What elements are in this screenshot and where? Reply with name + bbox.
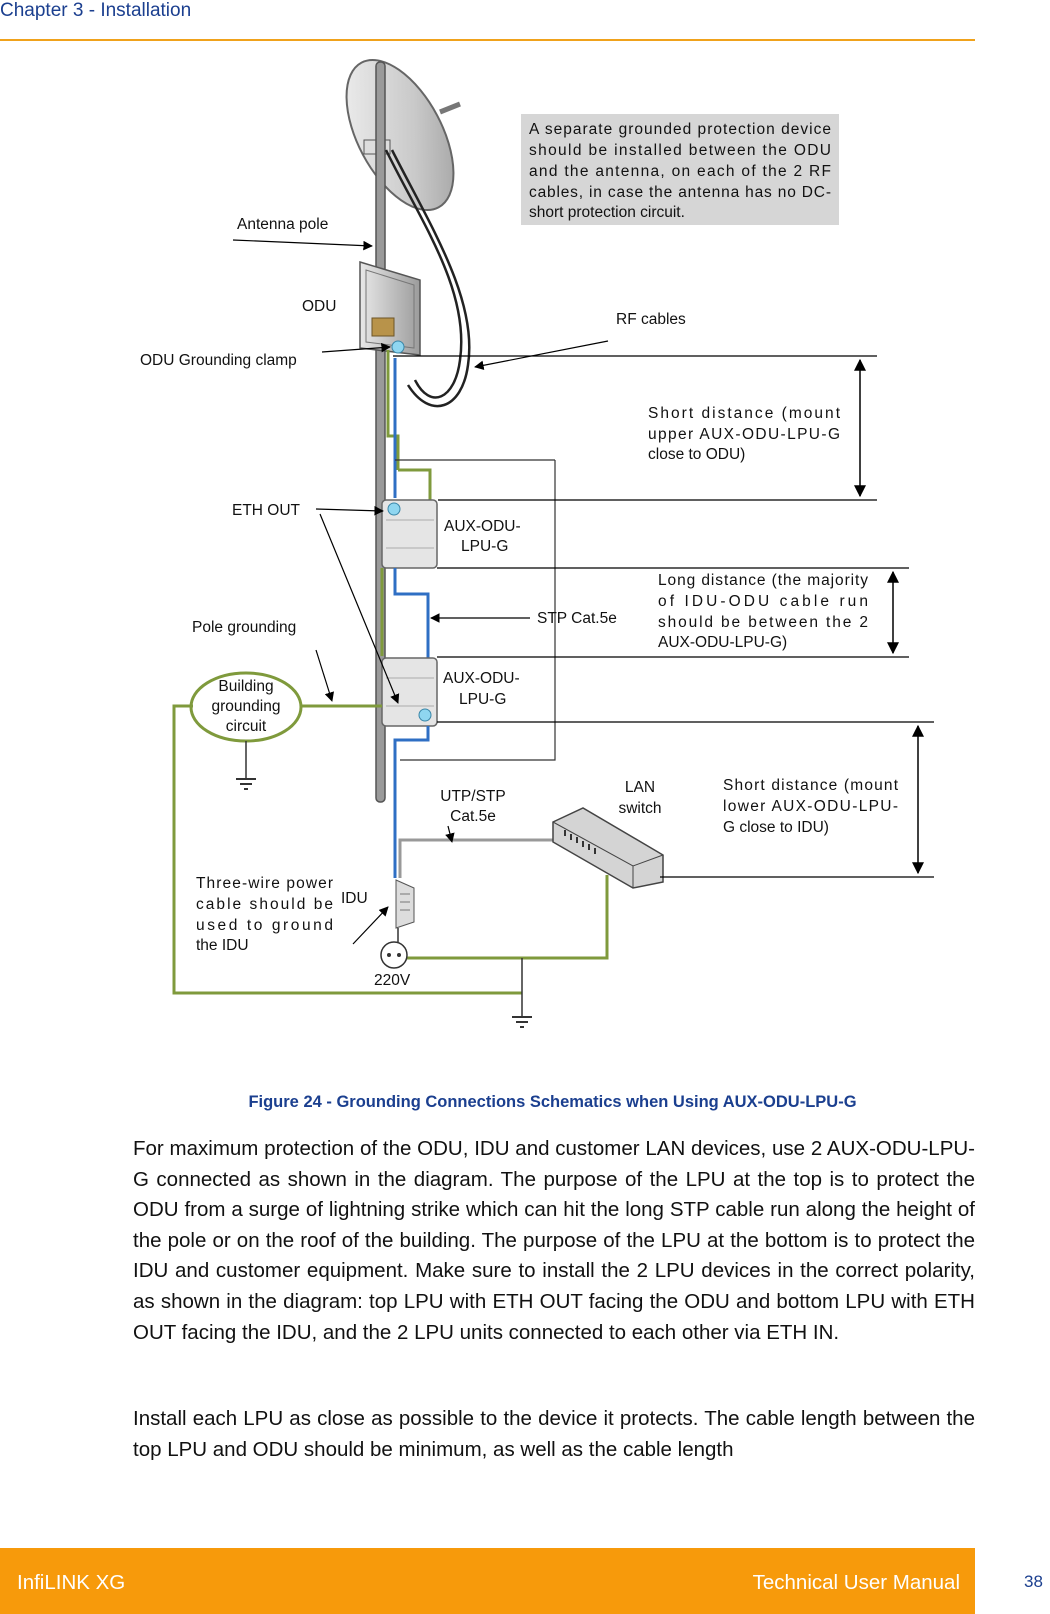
footer-manual-title: Technical User Manual — [752, 1571, 960, 1594]
building-grounding-line-1: Building — [218, 678, 274, 695]
building-grounding-line-3: circuit — [225, 718, 267, 735]
ground-wires — [388, 350, 430, 500]
odu-unit-icon — [360, 262, 420, 355]
header-rule — [0, 39, 975, 41]
aux-top-line-2: LPU-G — [461, 538, 509, 555]
idu-icon — [396, 880, 414, 942]
note-line-4: cables, in case the antenna has no DC- — [529, 184, 831, 201]
chapter-header: Chapter 3 - Installation — [0, 0, 192, 21]
pole-grounding-label: Pole grounding — [192, 619, 297, 636]
long-distance-line-3: should be between the 2 — [658, 614, 868, 631]
footer-product-name: InfiLINK XG — [17, 1571, 126, 1594]
three-wire-line-2: cable should be — [196, 896, 333, 913]
three-wire-line-4: the IDU — [196, 937, 249, 954]
aux-bottom-line-2: LPU-G — [459, 691, 507, 708]
dish-antenna-icon — [324, 44, 475, 227]
note-line-2: should be installed between the ODU — [529, 142, 831, 159]
note-line-1: A separate grounded protection device — [529, 121, 831, 138]
body-paragraph-1: For maximum protection of the ODU, IDU and customer LAN devices, use 2 AUX-ODU-LPU-G connected as shown in the diagram. The purpose of the LPU at the top is to protect the ODU from a surge of lightning strike which can hit the long STP cable run along the height of the pole or on the roof of the building. The purpose of the LPU at the bottom is to protect the IDU and customer equipment. Make sure to install the 2 LPU devices in the correct polarity, as shown in the diagram: top LPU with ETH OUT facing the ODU and bottom LPU with ETH OUT facing the IDU, and the 2 LPU units connected to each other via ETH IN. — [133, 1137, 975, 1344]
odu-label: ODU — [302, 298, 337, 315]
ground-loop — [174, 706, 607, 1016]
figure-caption: Figure 24 - Grounding Connections Schematics when Using AUX-ODU-LPU-G — [248, 1093, 857, 1111]
voltage-label: 220V — [374, 972, 411, 989]
ground-symbol-icon — [512, 1017, 532, 1027]
antenna-pole-label: Antenna pole — [237, 216, 329, 233]
lpu-bottom-icon — [382, 658, 437, 726]
note-line-3: and the antenna, on each of the 2 RF — [529, 163, 831, 180]
three-wire-line-3: used to ground — [196, 917, 333, 934]
building-grounding-line-2: grounding — [211, 698, 281, 715]
utp-stp-line-2: Cat.5e — [450, 808, 496, 825]
long-distance-line-1: Long distance (the majority — [658, 572, 868, 589]
eth-out-label: ETH OUT — [232, 502, 301, 519]
utp-cable — [400, 840, 555, 878]
aux-top-line-1: AUX-ODU- — [444, 518, 521, 535]
long-distance-line-2: of IDU-ODU cable run — [658, 593, 868, 610]
short-distance-lower-line-1: Short distance (mount — [723, 777, 898, 794]
aux-bottom-line-1: AUX-ODU- — [443, 670, 520, 687]
short-distance-upper-line-3: close to ODU) — [648, 446, 746, 463]
body-paragraph-2: Install each LPU as close as possible to the device it protects. The cable length between the top LPU and ODU should be minimum, as well as the cable length — [133, 1407, 975, 1461]
protection-note-box — [521, 114, 839, 225]
idu-label: IDU — [341, 890, 368, 907]
lan-switch-line-1: LAN — [624, 779, 656, 796]
three-wire-line-1: Three-wire power — [196, 875, 333, 892]
page-number: 38 — [1024, 1572, 1043, 1591]
stp-cable-between-lpus — [382, 568, 428, 660]
short-distance-upper-line-1: Short distance (mount — [648, 405, 840, 422]
rf-cables-label: RF cables — [616, 311, 686, 328]
note-line-5: short protection circuit. — [529, 204, 685, 221]
long-distance-line-4: AUX-ODU-LPU-G) — [658, 634, 788, 651]
utp-stp-line-1: UTP/STP — [440, 788, 506, 805]
stp-cable-label: STP Cat.5e — [537, 610, 617, 627]
power-socket-icon — [381, 942, 407, 968]
lpu-top-icon — [382, 500, 437, 568]
odu-grounding-clamp-label: ODU Grounding clamp — [140, 352, 297, 369]
short-distance-lower-line-3: G close to IDU) — [723, 819, 829, 836]
short-distance-lower-line-2: lower AUX-ODU-LPU- — [723, 798, 898, 815]
lan-switch-line-2: switch — [618, 800, 662, 817]
short-distance-upper-line-2: upper AUX-ODU-LPU-G — [648, 426, 840, 443]
grounding-schematic-diagram — [0, 44, 1050, 1074]
